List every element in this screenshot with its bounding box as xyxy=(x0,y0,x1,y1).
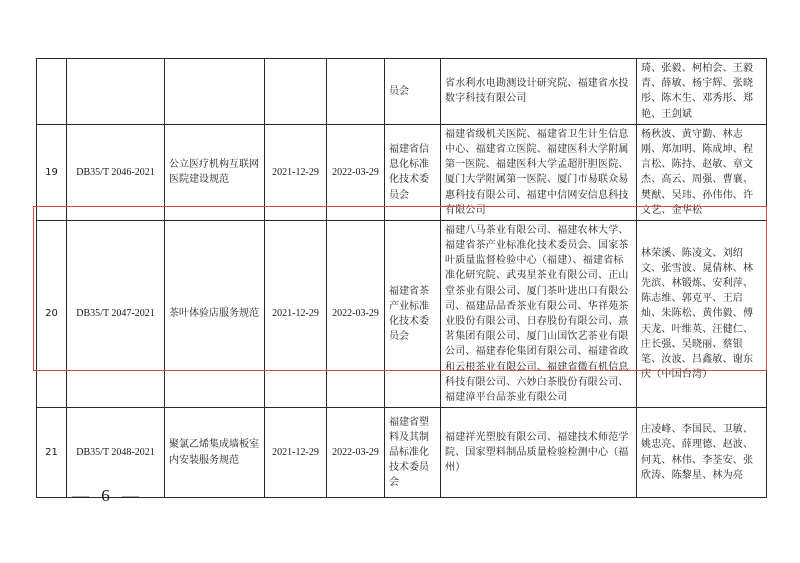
technical-committee: 员会 xyxy=(385,59,441,125)
standard-code: DB35/T 2047-2021 xyxy=(67,220,165,407)
technical-committee: 福建省茶产业标准化技术委员会 xyxy=(385,220,441,407)
row-number xyxy=(37,59,67,125)
table-row xyxy=(37,220,767,407)
publish-date: 2021-12-29 xyxy=(265,124,327,220)
publish-date xyxy=(265,59,327,125)
implement-date: 2022-03-29 xyxy=(327,408,385,498)
standard-code xyxy=(67,59,165,125)
standard-code: DB35/T 2046-2021 xyxy=(67,124,165,220)
technical-committee: 福建省信息化标准化技术委员会 xyxy=(385,124,441,220)
drafting-units: 福建祥光塑胶有限公司、福建技术师范学院、国家塑料制品质量检验检测中心（福州） xyxy=(441,408,637,498)
drafters: 杨秋波、黄守勤、林志刚、郑加明、陈成坤、程言松、陈持、赵敏、章文杰、高云、周强、曹襄、樊猷、吴玮、孙伟伟、许文艺、金华松 xyxy=(637,124,767,220)
row-number: 20 xyxy=(37,220,67,407)
implement-date xyxy=(327,59,385,125)
drafting-units: 福建省级机关医院、福建省卫生计生信息中心、福建省立医院、福建医科大学附属第一医院、福建医科大学孟超肝胆医院、厦门大学附属第一医院、厦门市易联众易惠科技有限公司、福建中信网安信息科技有限公司 xyxy=(441,124,637,220)
row-number: 21 xyxy=(37,408,67,498)
standards-table xyxy=(36,58,767,498)
technical-committee: 福建省塑料及其制品标准化技术委员会 xyxy=(385,408,441,498)
standard-name: 茶叶体验店服务规范 xyxy=(165,220,265,407)
row-number: 19 xyxy=(37,124,67,220)
drafters: 琦、张毅、柯柏会、王毅青、薛敏、杨宇辉、张晓彤、陈木生、邓秀彤、郑艳、王剑斌 xyxy=(637,59,767,125)
publish-date: 2021-12-29 xyxy=(265,220,327,407)
standard-name xyxy=(165,59,265,125)
table-row xyxy=(37,124,767,220)
drafters: 林荣溪、陈凌文、刘绍文、张雪波、晁倩林、林先滨、林锻炼、安利萍、陈志维、郭克平、王启灿、朱陈松、黄伟毅、傅天龙、叶维英、汪健仁、庄长强、吴晓丽、蔡银笔、汝波、吕鑫敏、谢东庆（中国台湾） xyxy=(637,220,767,407)
standard-name: 公立医疗机构互联网医院建设规范 xyxy=(165,124,265,220)
standard-name: 聚氯乙烯集成墙板室内安装服务规范 xyxy=(165,408,265,498)
table-row xyxy=(37,408,767,498)
publish-date: 2021-12-29 xyxy=(265,408,327,498)
implement-date: 2022-03-29 xyxy=(327,220,385,407)
page-number: — 6 — xyxy=(72,486,143,505)
standard-code: DB35/T 2048-2021 xyxy=(67,408,165,498)
drafters: 庄凌峰、李国民、卫敏、姚忠亮、薛理德、赵波、何芄、林伟、李荃安、张欣涛、陈黎星、林为亮 xyxy=(637,408,767,498)
drafting-units: 福建八马茶业有限公司、福建农林大学、福建省茶产业标准化技术委员会、国家茶叶质量监督检验中心（福建）、福建省标准化研究院、武夷星茶业有限公司、正山堂茶业有限公司、厦门茶叶进出口有限公司、福建品品香茶业有限公司、华祥苑茶业股份有限公司、日春股份有限公司、熹茗集团有限公司、厦门山国饮艺茶业有限公司、福建春伦集团有限公司、福建省政和云根茶业有限公司、福建省微有机信息科技有限公司、六妙白茶股份有限公司、福建漳平台品茶业有限公司 xyxy=(441,220,637,407)
drafting-units: 省水利水电勘测设计研究院、福建省水投数字科技有限公司 xyxy=(441,59,637,125)
implement-date: 2022-03-29 xyxy=(327,124,385,220)
table-row xyxy=(37,59,767,125)
